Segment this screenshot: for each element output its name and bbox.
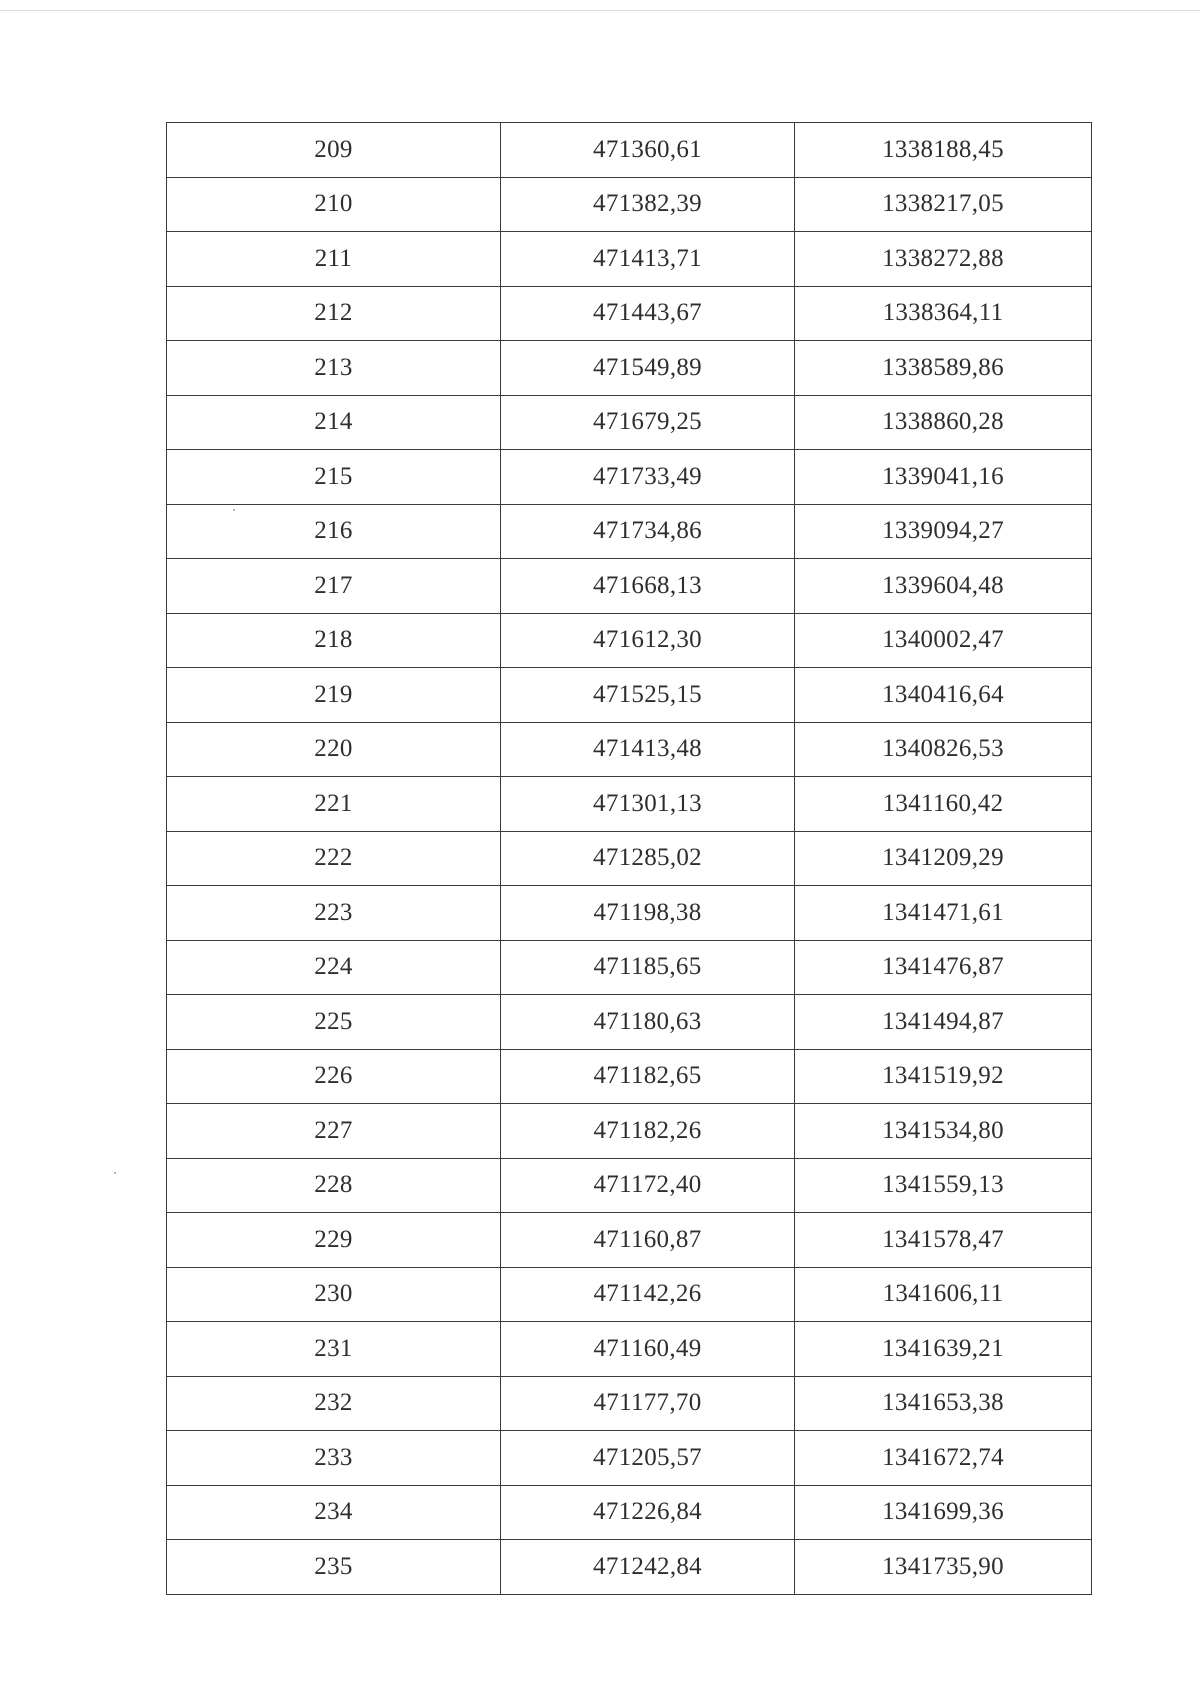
x-coordinate-cell: 471285,02 [501,831,795,886]
x-coordinate-cell: 471185,65 [501,940,795,995]
point-number-cell: 223 [167,886,501,941]
point-number-cell: 212 [167,286,501,341]
point-number-cell: 220 [167,722,501,777]
table-row [167,286,1092,341]
x-coordinate-cell: 471443,67 [501,286,795,341]
table-row [167,123,1092,178]
y-coordinate-cell: 1341639,21 [795,1322,1092,1377]
table-row [167,1213,1092,1268]
table-row [167,1104,1092,1159]
table-row [167,995,1092,1050]
x-coordinate-cell: 471142,26 [501,1267,795,1322]
point-number-cell: 226 [167,1049,501,1104]
y-coordinate-cell: 1341476,87 [795,940,1092,995]
point-number-cell: 209 [167,123,501,178]
point-number-cell: 233 [167,1431,501,1486]
y-coordinate-cell: 1339094,27 [795,504,1092,559]
point-number-cell: 217 [167,559,501,614]
x-coordinate-cell: 471679,25 [501,395,795,450]
y-coordinate-cell: 1339041,16 [795,450,1092,505]
table-row [167,1158,1092,1213]
x-coordinate-cell: 471301,13 [501,777,795,832]
scan-edge-line [0,10,1200,11]
table-row [167,831,1092,886]
point-number-cell: 213 [167,341,501,396]
x-coordinate-cell: 471612,30 [501,613,795,668]
point-number-cell: 230 [167,1267,501,1322]
y-coordinate-cell: 1338364,11 [795,286,1092,341]
point-number-cell: 219 [167,668,501,723]
table-row [167,559,1092,614]
table-row [167,886,1092,941]
y-coordinate-cell: 1341519,92 [795,1049,1092,1104]
point-number-cell: 227 [167,1104,501,1159]
point-number-cell: 232 [167,1376,501,1431]
table-row [167,1431,1092,1486]
x-coordinate-cell: 471226,84 [501,1485,795,1540]
point-number-cell: 234 [167,1485,501,1540]
point-number-cell: 228 [167,1158,501,1213]
x-coordinate-cell: 471180,63 [501,995,795,1050]
table-row [167,504,1092,559]
table-row [167,613,1092,668]
point-number-cell: 222 [167,831,501,886]
x-coordinate-cell: 471160,49 [501,1322,795,1377]
coordinates-table-body [167,123,1092,1595]
x-coordinate-cell: 471198,38 [501,886,795,941]
point-number-cell: 231 [167,1322,501,1377]
table-row [167,940,1092,995]
y-coordinate-cell: 1341653,38 [795,1376,1092,1431]
x-coordinate-cell: 471733,49 [501,450,795,505]
x-coordinate-cell: 471177,70 [501,1376,795,1431]
y-coordinate-cell: 1340002,47 [795,613,1092,668]
table-row [167,1049,1092,1104]
y-coordinate-cell: 1338589,86 [795,341,1092,396]
point-number-cell: 215 [167,450,501,505]
x-coordinate-cell: 471242,84 [501,1540,795,1595]
y-coordinate-cell: 1338860,28 [795,395,1092,450]
y-coordinate-cell: 1341578,47 [795,1213,1092,1268]
y-coordinate-cell: 1341699,36 [795,1485,1092,1540]
y-coordinate-cell: 1341735,90 [795,1540,1092,1595]
x-coordinate-cell: 471182,26 [501,1104,795,1159]
table-row [167,341,1092,396]
y-coordinate-cell: 1341534,80 [795,1104,1092,1159]
point-number-cell: 225 [167,995,501,1050]
y-coordinate-cell: 1340826,53 [795,722,1092,777]
scan-speck [114,1172,116,1174]
x-coordinate-cell: 471525,15 [501,668,795,723]
point-number-cell: 229 [167,1213,501,1268]
table-row [167,1267,1092,1322]
table-row [167,450,1092,505]
table-row [167,232,1092,287]
x-coordinate-cell: 471172,40 [501,1158,795,1213]
coordinates-table [166,122,1092,1595]
point-number-cell: 221 [167,777,501,832]
table-row [167,1376,1092,1431]
x-coordinate-cell: 471413,71 [501,232,795,287]
point-number-cell: 218 [167,613,501,668]
y-coordinate-cell: 1341209,29 [795,831,1092,886]
point-number-cell: 211 [167,232,501,287]
x-coordinate-cell: 471382,39 [501,177,795,232]
point-number-cell: 210 [167,177,501,232]
y-coordinate-cell: 1338217,05 [795,177,1092,232]
x-coordinate-cell: 471734,86 [501,504,795,559]
table-row [167,1322,1092,1377]
point-number-cell: 216 [167,504,501,559]
table-row [167,1540,1092,1595]
point-number-cell: 214 [167,395,501,450]
table-row [167,1485,1092,1540]
y-coordinate-cell: 1341471,61 [795,886,1092,941]
x-coordinate-cell: 471549,89 [501,341,795,396]
x-coordinate-cell: 471182,65 [501,1049,795,1104]
x-coordinate-cell: 471160,87 [501,1213,795,1268]
table-row [167,177,1092,232]
table-row [167,722,1092,777]
x-coordinate-cell: 471413,48 [501,722,795,777]
x-coordinate-cell: 471360,61 [501,123,795,178]
y-coordinate-cell: 1339604,48 [795,559,1092,614]
y-coordinate-cell: 1340416,64 [795,668,1092,723]
scan-speck [233,509,235,511]
table-row [167,777,1092,832]
y-coordinate-cell: 1338272,88 [795,232,1092,287]
point-number-cell: 224 [167,940,501,995]
y-coordinate-cell: 1341606,11 [795,1267,1092,1322]
table-row [167,395,1092,450]
y-coordinate-cell: 1341494,87 [795,995,1092,1050]
x-coordinate-cell: 471205,57 [501,1431,795,1486]
y-coordinate-cell: 1338188,45 [795,123,1092,178]
x-coordinate-cell: 471668,13 [501,559,795,614]
y-coordinate-cell: 1341160,42 [795,777,1092,832]
y-coordinate-cell: 1341672,74 [795,1431,1092,1486]
table-row [167,668,1092,723]
y-coordinate-cell: 1341559,13 [795,1158,1092,1213]
point-number-cell: 235 [167,1540,501,1595]
